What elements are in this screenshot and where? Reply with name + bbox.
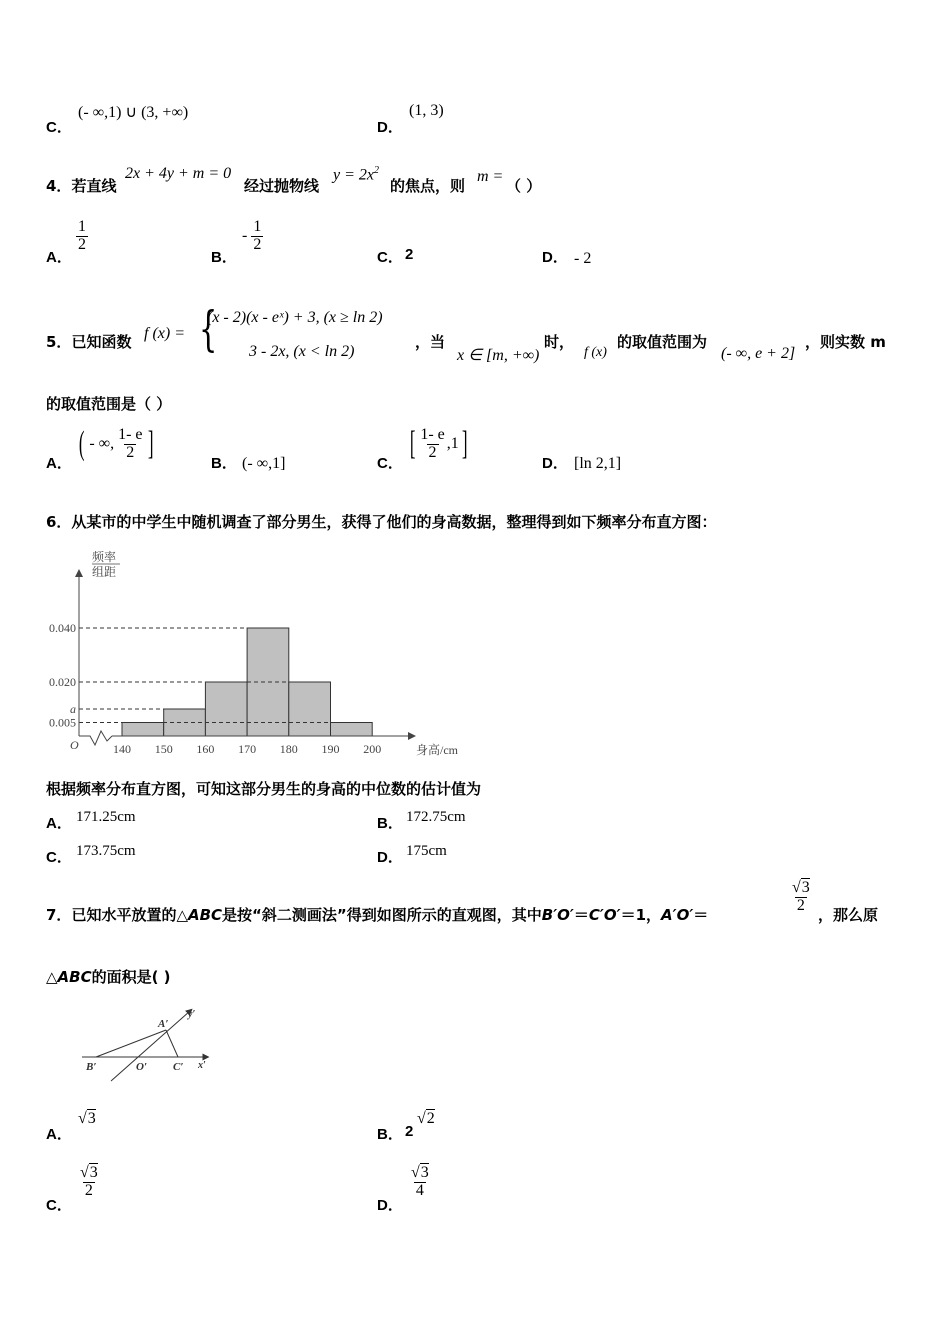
q4-text-3: 的焦点，则 — [390, 177, 466, 195]
q5-text-2: ，当 — [415, 333, 446, 351]
q7-b-radicand: 2 — [426, 1110, 435, 1127]
q5-a-numerator: 1- e — [118, 425, 143, 443]
q4-paren: （ ） — [506, 177, 542, 195]
y-tick-labels — [49, 621, 76, 730]
q4-option-c-value: 2 — [405, 246, 414, 263]
q5-text-4: 的取值范围为 — [617, 333, 708, 351]
q5-c-denominator: 2 — [428, 443, 437, 461]
x-tick-190: 190 — [321, 742, 340, 756]
q7-text-3: ，那么原 — [818, 906, 879, 924]
q7-text-2: 是按“斜二测画法”得到如图所示的直观图，其中 — [222, 906, 542, 924]
q5-range: (- ∞, e + 2] — [721, 345, 796, 362]
q4-b-denominator: 2 — [253, 235, 262, 253]
q6-option-a-value: 171.25cm — [76, 809, 136, 825]
q3-option-c-value: (- ∞,1) ∪ (3, +∞) — [78, 104, 189, 121]
q7-eq-3: ＝ — [693, 906, 709, 924]
q7-number: 7． — [46, 906, 72, 924]
q4-option-d-value: - 2 — [574, 250, 592, 267]
q6-option-d-label: D． — [377, 849, 403, 866]
q7-frac-radicand: 3 — [801, 879, 810, 896]
q5-c-left-bracket: [ — [409, 425, 416, 462]
q7-frac-denominator: 2 — [796, 896, 805, 914]
q5-fx: f (x) — [584, 345, 607, 360]
q4-option-d-label: D． — [542, 249, 568, 266]
q6-option-a-label: A． — [46, 815, 72, 832]
q7-option-c-label: C． — [46, 1197, 72, 1214]
q5-brace: { — [199, 301, 218, 357]
q6-stem: 6．从某市的中学生中随机调查了部分男生，获得了他们的身高数据，整理得到如下频率分布直方图： — [46, 513, 717, 531]
y-axis-label-top: 频率 — [92, 550, 117, 564]
q7-c-denominator: 2 — [84, 1181, 93, 1199]
q5-option-d-label: D． — [542, 455, 568, 472]
q5-option-a-value — [76, 425, 156, 463]
q5-function-name: f (x) = — [144, 325, 185, 342]
q7-eq-2: ＝1， — [620, 906, 662, 924]
x-tick-200: 200 — [363, 742, 382, 756]
q5-number: 5． — [46, 333, 72, 351]
q7-a-radicand: 3 — [87, 1110, 96, 1127]
q5-option-c-value — [407, 425, 470, 463]
segment-a-b — [96, 1030, 166, 1057]
q6-option-c-label: C． — [46, 849, 72, 866]
q7-eq-1: ＝ — [573, 906, 589, 924]
q7-stem-fraction — [790, 880, 812, 915]
oblique-view-figure — [78, 1005, 218, 1085]
q5-case-2: 3 - 2x, (x < ln 2) — [249, 343, 355, 360]
q5-option-c-label: C． — [377, 455, 403, 472]
q4-text-1: 若直线 — [71, 177, 117, 195]
q7-d-radicand: 3 — [420, 1164, 429, 1181]
q5-option-b-label: B． — [211, 455, 237, 472]
q5-c-numerator: 1- e — [420, 425, 445, 443]
q4-parabola-base: y = 2x — [333, 166, 374, 184]
q7-line-2-rest: 的面积是( ) — [91, 968, 171, 986]
q5-option-a-label: A． — [46, 455, 72, 472]
q3-option-c-label: C． — [46, 119, 72, 136]
y-tick-0.005: 0.005 — [49, 715, 76, 730]
q4-text-2: 经过抛物线 — [244, 177, 320, 195]
q4-stem — [46, 175, 116, 196]
q7-text-1: 已知水平放置的△ — [71, 906, 188, 924]
q5-c-right: ,1 — [446, 435, 459, 452]
q7-option-b-label: B． — [377, 1126, 403, 1143]
q4-option-c-label: C． — [377, 249, 403, 266]
x-tick-labels — [113, 742, 381, 756]
q5-c-right-bracket: ] — [461, 425, 468, 462]
histogram-bar-190-200 — [331, 723, 373, 737]
q5-a-right-bracket: ] — [147, 425, 153, 462]
q5-a-denominator: 2 — [126, 443, 135, 461]
q3-option-d-label: D． — [377, 119, 403, 136]
q7-option-d-value: $\frac{√3}{4}$ — [411, 1164, 429, 1199]
q7-co: C′O′ — [588, 906, 621, 924]
frequency-histogram — [40, 545, 470, 760]
q7-bo: B′O′ — [541, 906, 574, 924]
q4-parabola — [333, 165, 379, 184]
q7-option-b-coefficient: 2 — [405, 1123, 414, 1140]
label-x-prime: x′ — [198, 1060, 206, 1071]
origin-label: O — [70, 738, 79, 752]
q7-d-denominator: 4 — [415, 1181, 424, 1199]
q7-option-d-label: D． — [377, 1197, 403, 1214]
q5-stem — [46, 331, 131, 352]
y-tick-0.040: 0.040 — [49, 621, 76, 635]
x-tick-140: 140 — [113, 742, 131, 756]
q5-a-left: - ∞, — [89, 435, 115, 452]
label-o-prime: O′ — [136, 1061, 148, 1073]
label-a-prime: A′ — [158, 1018, 169, 1030]
q5-line-2: 的取值范围是（ ） — [46, 395, 172, 413]
q5-text-5: ，则实数 m — [805, 333, 886, 351]
q4-option-b-label: B． — [211, 249, 237, 266]
segment-a-c — [166, 1030, 178, 1057]
q4-a-numerator: 1 — [78, 218, 86, 235]
q4-number: 4． — [46, 177, 72, 195]
q7-option-c-value: $\frac{√3}{2}$ — [80, 1164, 98, 1199]
q7-ao: A′O′ — [661, 906, 694, 924]
histogram-bar-180-190 — [289, 682, 331, 736]
q3-option-d-value: (1, 3) — [409, 102, 444, 119]
q7-option-a-value: √3 — [78, 1110, 96, 1127]
y-tick-0.020: 0.020 — [49, 675, 76, 689]
q4-parabola-exponent: 2 — [374, 165, 379, 176]
q4-b-numerator: 1 — [253, 218, 262, 235]
x-tick-160: 160 — [196, 742, 215, 756]
axis-break-zigzag — [79, 731, 112, 745]
q5-option-b-value: (- ∞,1] — [242, 455, 286, 472]
q4-option-a-value — [76, 219, 88, 254]
histogram-bar-160-170 — [205, 682, 247, 736]
x-tick-150: 150 — [154, 742, 173, 756]
q5-case-1: (x - 2)(x - eˣ) + 3, (x ≥ ln 2) — [207, 309, 383, 326]
label-b-prime: B′ — [86, 1061, 97, 1073]
q7-stem — [46, 904, 708, 925]
q4-option-b-value — [242, 219, 263, 254]
q7-abc: ABC — [187, 906, 223, 924]
x-axis-label: 身高/cm — [416, 743, 458, 757]
q5-domain: x ∈ [m, +∞) — [457, 347, 540, 364]
q5-text-1: 已知函数 — [71, 333, 132, 351]
q7-line-2 — [46, 966, 171, 987]
q7-frac-sqrt: √3 — [792, 879, 810, 896]
q6-option-c-value: 173.75cm — [76, 843, 136, 859]
q4-m-equals: m = — [477, 168, 504, 185]
q4-a-denominator: 2 — [78, 235, 86, 253]
q7-option-b-value: √2 — [417, 1110, 435, 1127]
q5-a-left-paren: ( — [78, 425, 85, 462]
q4-option-a-label: A． — [46, 249, 72, 266]
y-axis-label-bottom: 组距 — [92, 565, 117, 579]
q6-option-b-value: 172.75cm — [406, 809, 466, 825]
q7-line-2-triangle: △ — [46, 968, 58, 986]
x-tick-170: 170 — [238, 742, 257, 756]
q7-line-2-abc: ABC — [57, 968, 92, 986]
x-tick-180: 180 — [279, 742, 298, 756]
q6-option-b-label: B． — [377, 815, 403, 832]
histogram-bar-140-150 — [122, 723, 164, 737]
q6-option-d-value: 175cm — [406, 843, 447, 859]
q7-c-radicand: 3 — [89, 1164, 98, 1181]
q5-option-d-value: [ln 2,1] — [574, 455, 622, 472]
label-y-prime: y′ — [188, 1009, 196, 1020]
q4-line-equation: 2x + 4y + m = 0 — [125, 165, 232, 182]
y-tick-a: a — [70, 702, 76, 716]
q7-option-a-label: A． — [46, 1126, 72, 1143]
q6-question: 根据频率分布直方图，可知这部分男生的身高的中位数的估计值为 — [46, 780, 482, 798]
q5-text-3: 时， — [544, 333, 575, 351]
q4-b-sign: - — [242, 227, 248, 245]
label-c-prime: C′ — [173, 1061, 184, 1073]
